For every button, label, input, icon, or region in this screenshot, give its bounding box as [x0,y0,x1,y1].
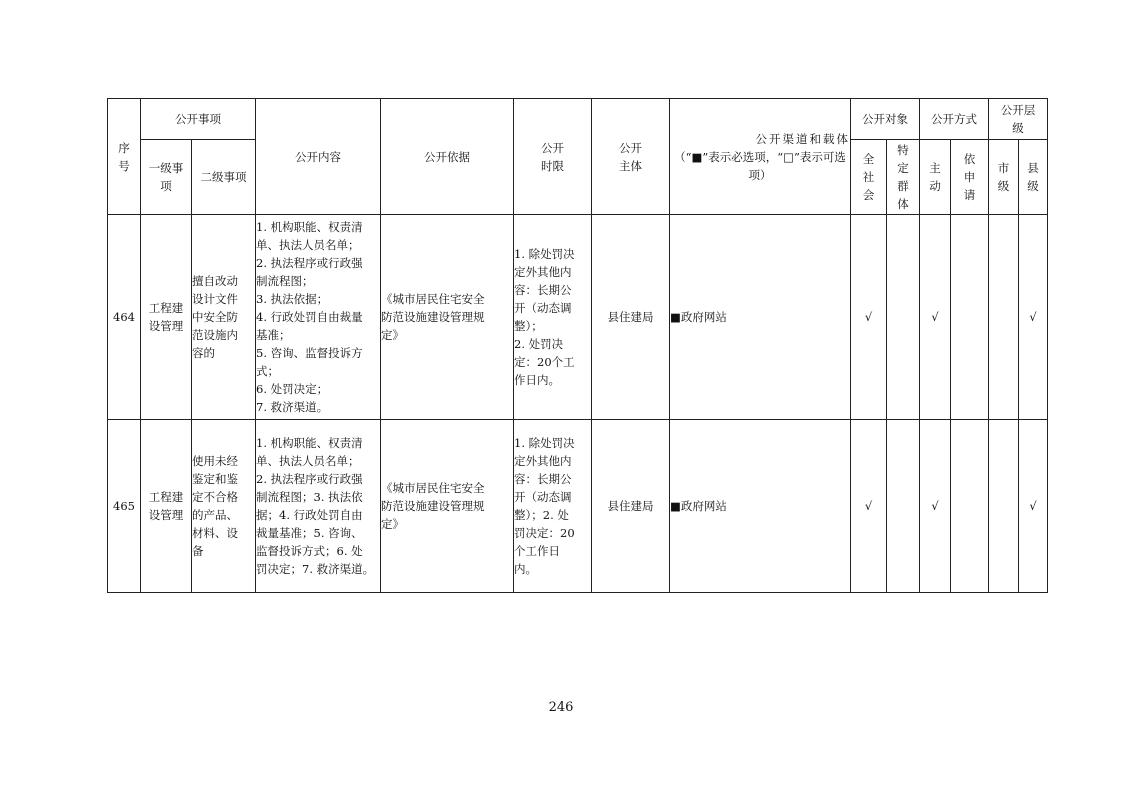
row-channel: ■政府网站 [670,420,851,593]
header-audience-all: 全 社 会 [851,140,887,215]
row-time-limit: 1. 除处罚决 定外其他内 容：长期公 开（动态调 整）；2. 处 罚决定：20 个工作日 内。 [514,420,592,593]
row-level-city [989,215,1019,420]
row-content: 1. 机构职能、权责清 单、执法人员名单； 2. 执法程序或行政强 制流程图；3. 执法依 据；4. 行政处罚自由 裁量基准；5. 咨询、 监督投诉方式；6. 处 罚决定；7. 救济渠道。 [256,420,381,593]
header-level: 公开层 级 [989,99,1048,140]
row-mode-active: √ [920,215,951,420]
header-audience-specific: 特 定 群 体 [887,140,920,215]
header-level2: 二级事项 [192,140,256,215]
row-level1: 工程建 设管理 [141,420,192,593]
row-mode-request [951,420,989,593]
row-level-county: √ [1019,215,1048,420]
header-channel-title: 公开渠道和载体 [755,131,850,146]
row-subject: 县住建局 [592,215,670,420]
row-mode-active: √ [920,420,951,593]
header-level1: 一级事 项 [141,140,192,215]
header-channel [670,99,851,215]
row-level2: 使用未经 鉴定和鉴 定不合格 的产品、 材料、设 备 [192,420,256,593]
header-time-limit: 公开 时限 [514,99,592,215]
row-mode-request [951,215,989,420]
header-audience: 公开对象 [851,99,920,140]
header-subject: 公开 主体 [592,99,670,215]
row-time-limit: 1. 除处罚决 定外其他内 容：长期公 开（动态调 整）； 2. 处罚决 定：20个工 作日内。 [514,215,592,420]
header-matters: 公开事项 [141,99,256,140]
row-seq: 464 [108,215,141,420]
row-audience-specific [887,420,920,593]
disclosure-table [107,98,1048,593]
header-content: 公开内容 [256,99,381,215]
header-level-city: 市 级 [989,140,1019,215]
row-basis: 《城市居民住宅安全 防范设施建设管理规 定》 [381,420,514,593]
header-basis: 公开依据 [381,99,514,215]
row-level1: 工程建 设管理 [141,215,192,420]
row-level-county: √ [1019,420,1048,593]
header-seq: 序 号 [108,99,141,215]
table-row [108,420,1048,593]
row-subject: 县住建局 [592,420,670,593]
table-row [108,215,1048,420]
row-content: 1. 机构职能、权责清 单、执法人员名单； 2. 执法程序或行政强 制流程图； 3. 执法依据； 4. 行政处罚自由裁量 基准； 5. 咨询、监督投诉方 式； 6. 处罚决定； 7. 救济渠道。 [256,215,381,420]
row-audience-all: √ [851,420,887,593]
page-number: 246 [548,700,574,715]
row-audience-all: √ [851,215,887,420]
header-row-1 [108,99,1048,140]
header-channel-note: （“■”表示必选项，“□”表示可选项） [674,149,846,182]
row-channel: ■政府网站 [670,215,851,420]
header-level-county: 县 级 [1019,140,1048,215]
header-mode-active: 主 动 [920,140,951,215]
row-audience-specific [887,215,920,420]
header-mode: 公开方式 [920,99,989,140]
row-level-city [989,420,1019,593]
row-level2: 擅自改动 设计文件 中安全防 范设施内 容的 [192,215,256,420]
row-basis: 《城市居民住宅安全 防范设施建设管理规 定》 [381,215,514,420]
row-seq: 465 [108,420,141,593]
header-mode-request: 依 申 请 [951,140,989,215]
